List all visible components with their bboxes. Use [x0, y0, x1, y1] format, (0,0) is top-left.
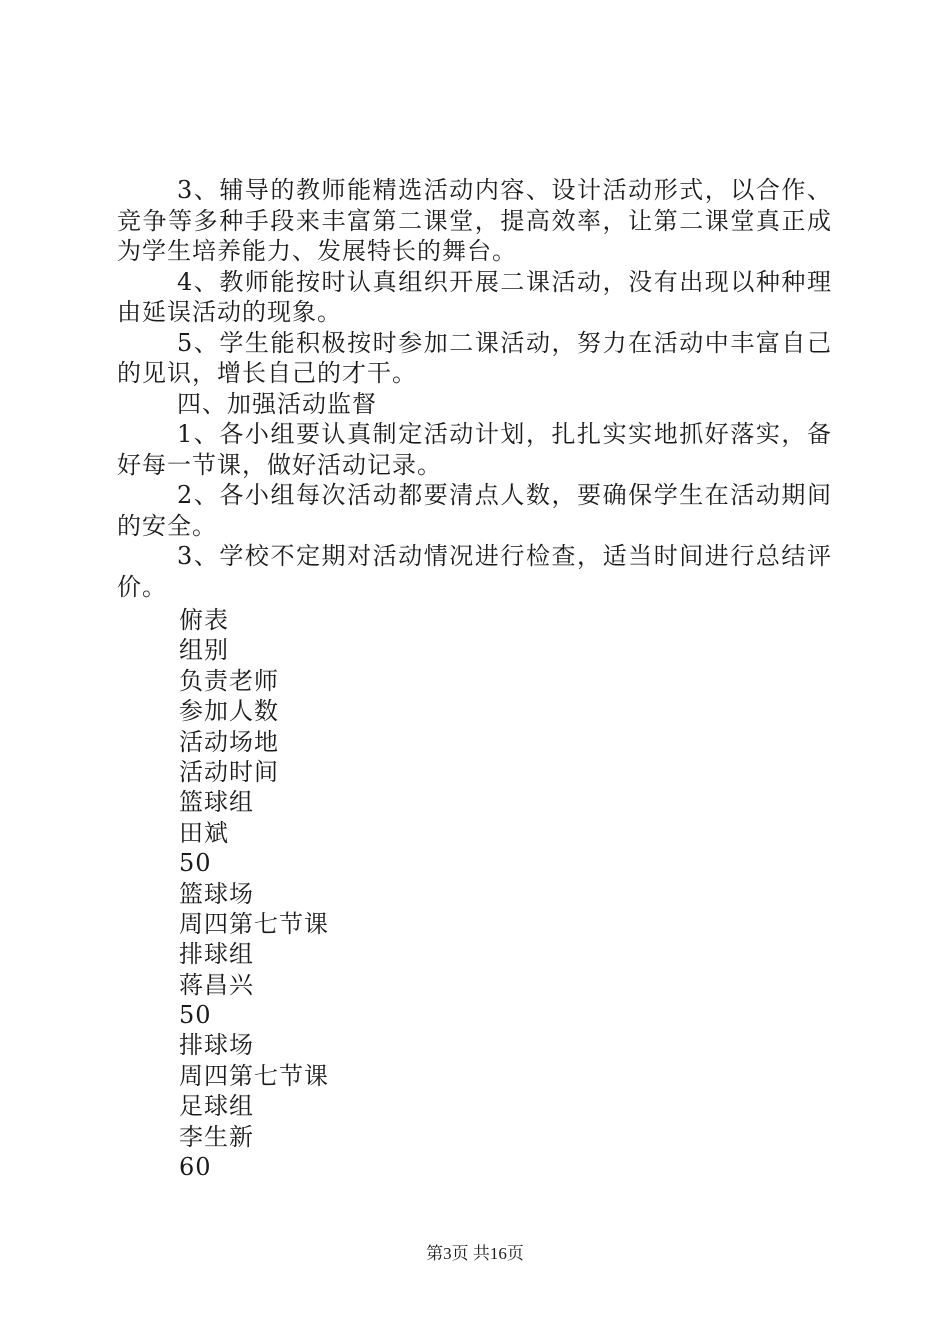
body-text — [117, 175, 832, 602]
table-cell: 足球组 — [179, 1092, 254, 1121]
table-cell: 篮球组 — [179, 788, 254, 817]
paragraph: 3、学校不定期对活动情况进行检查，适当时间进行总结评价。 — [117, 542, 832, 601]
table-header-cell: 负责老师 — [179, 666, 279, 695]
table-cell: 排球组 — [179, 940, 254, 969]
table-caption: 俯表 — [179, 606, 229, 634]
paragraph: 1、各小组要认真制定活动计划，扎扎实实地抓好落实，备好每一节课，做好活动记录。 — [117, 420, 832, 479]
attached-table-lines — [179, 605, 579, 1182]
table-header-cell: 参加人数 — [179, 697, 279, 726]
paragraph: 5、学生能积极按时参加二课活动，努力在活动中丰富自己的见识，增长自己的才干。 — [117, 328, 832, 387]
table-cell: 周四第七节课 — [179, 909, 329, 938]
table-cell: 排球场 — [179, 1031, 254, 1060]
section-heading: 四、加强活动监督 — [177, 389, 377, 418]
table-header-cell: 活动时间 — [179, 757, 279, 786]
paragraph: 2、各小组每次活动都要清点人数，要确保学生在活动期间的安全。 — [117, 481, 832, 540]
table-cell: 蒋昌兴 — [179, 970, 254, 999]
paragraph: 4、教师能按时认真组织开展二课活动，没有出现以种种理由延误活动的现象。 — [117, 267, 832, 326]
table-cell: 60 — [179, 1153, 212, 1182]
table-cell: 周四第七节课 — [179, 1061, 329, 1090]
paragraph: 3、辅导的教师能精选活动内容、设计活动形式，以合作、竞争等多种手段来丰富第二课堂，提高效率，让第二课堂真正成为学生培养能力、发展特长的舞台。 — [117, 176, 832, 265]
table-cell: 李生新 — [179, 1122, 254, 1151]
table-cell: 篮球场 — [179, 879, 254, 908]
table-cell: 田斌 — [179, 818, 229, 847]
table-cell: 50 — [179, 849, 212, 878]
table-header-cell: 活动场地 — [179, 727, 279, 756]
page-number-footer: 第3页 共16页 — [426, 1244, 524, 1263]
table-header-cell: 组别 — [179, 636, 229, 665]
table-cell: 50 — [179, 1001, 212, 1030]
